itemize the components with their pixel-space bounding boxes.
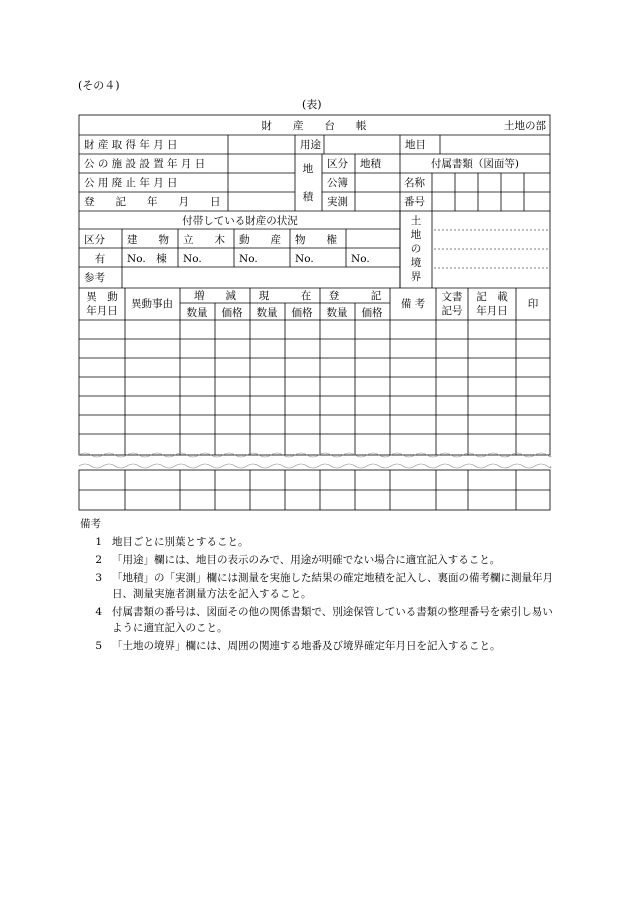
row-label-abolished: 公 用 廃 止 年 月 日 (84, 177, 178, 189)
hist-ido-2: 年月日 (86, 305, 118, 317)
sheet-label: (その４) (78, 79, 120, 92)
notes-heading: 備考 (80, 518, 101, 530)
label-youto: 用途 (300, 139, 321, 151)
kyoukai-v1: 土 (410, 215, 422, 227)
label-kubun: 区分 (327, 158, 348, 170)
hist-kisai-1: 記 載 (476, 291, 508, 303)
label-koubo: 公簿 (327, 177, 348, 189)
label-meisho: 名称 (404, 177, 425, 189)
hist-bunsho-2: 記号 (441, 305, 463, 317)
kyoukai-v5: 界 (410, 271, 422, 283)
futai-header: 付帯している財産の状況 (182, 215, 298, 227)
futai-no-4: No. (351, 253, 370, 265)
notes-section (80, 516, 560, 654)
futai-sankou: 参考 (84, 272, 105, 284)
hist-genzai: 現 在 (258, 290, 312, 302)
label-chiseki-v1: 地 (302, 163, 314, 175)
hist-zougen: 増 減 (194, 290, 236, 302)
futai-col-bukken: 物 権 (295, 234, 337, 246)
label-jissoku: 実測 (327, 196, 348, 208)
futai-col-tatemono: 建 物 (127, 234, 169, 246)
label-chimoku: 地目 (405, 139, 426, 151)
kyoukai-v2: 地 (410, 229, 422, 241)
label-chiseki: 地積 (360, 158, 381, 170)
hist-suryo-2: 数量 (256, 307, 278, 319)
hist-touki: 登 記 (328, 290, 382, 302)
note-item: 4 付属書類の番号は、図面その他の関係書類で、別途保管している書類の整理番号を索引し易いように適宜記入のこと。 (95, 606, 553, 634)
hist-kakaku-1: 価格 (221, 307, 243, 319)
label-bangou: 番号 (404, 196, 425, 208)
hist-bunsho-1: 文書 (441, 291, 463, 303)
side-label: (表) (302, 98, 322, 111)
row-label-established: 公 の 施 設 設 置 年 月 日 (84, 158, 206, 170)
futai-no-1: No. (183, 253, 202, 265)
hist-kisai-2: 年月日 (476, 305, 508, 317)
label-fuzoku: 付属書類（図面等) (430, 158, 520, 170)
ledger-title: 財 産 台 帳 (261, 120, 367, 132)
futai-no-tou: No. 棟 (127, 253, 167, 265)
futai-no-3: No. (295, 253, 314, 265)
kyoukai-v3: の (410, 243, 422, 255)
futai-col-kubun: 区分 (84, 234, 105, 246)
hist-suryo-3: 数量 (326, 307, 348, 319)
row-label-acquired: 財 産 取 得 年 月 日 (84, 139, 178, 151)
futai-col-ryuboku: 立 木 (183, 234, 225, 246)
futai-yu: 有 (94, 253, 106, 265)
kyoukai-v4: 境 (410, 257, 422, 269)
note-item: 1 地目ごとに別葉とすること。 (95, 536, 249, 548)
note-item: 5 「土地の境界」欄には、周囲の関連する地番及び境界確定年月日を記入すること。 (95, 640, 501, 652)
note-item: 3 「地積」の「実測」欄には測量を実施した結果の確定地積を記入し、裏面の備考欄に測量年月日、測量実施者測量方法を記入すること。 (95, 572, 553, 600)
row-label-registered: 登 記 年 月 日 (84, 196, 221, 208)
futai-col-dousan: 動 産 (239, 234, 281, 246)
hist-kakaku-3: 価格 (361, 307, 383, 319)
hist-kakaku-2: 価格 (291, 307, 313, 319)
label-chiseki-v2: 積 (302, 191, 314, 203)
futai-no-2: No. (239, 253, 258, 265)
hist-in: 印 (527, 298, 539, 310)
hist-ido-1: 異 動 (86, 291, 118, 303)
ledger-section: 土地の部 (504, 120, 546, 132)
hist-biko: 備 考 (400, 298, 426, 310)
hist-suryo-1: 数量 (186, 307, 208, 319)
hist-jiyu: 異動事由 (131, 298, 173, 310)
note-item: 2 「用途」欄には、地目の表示のみで、用途が明確でない場合に適宜記入すること。 (95, 554, 501, 566)
